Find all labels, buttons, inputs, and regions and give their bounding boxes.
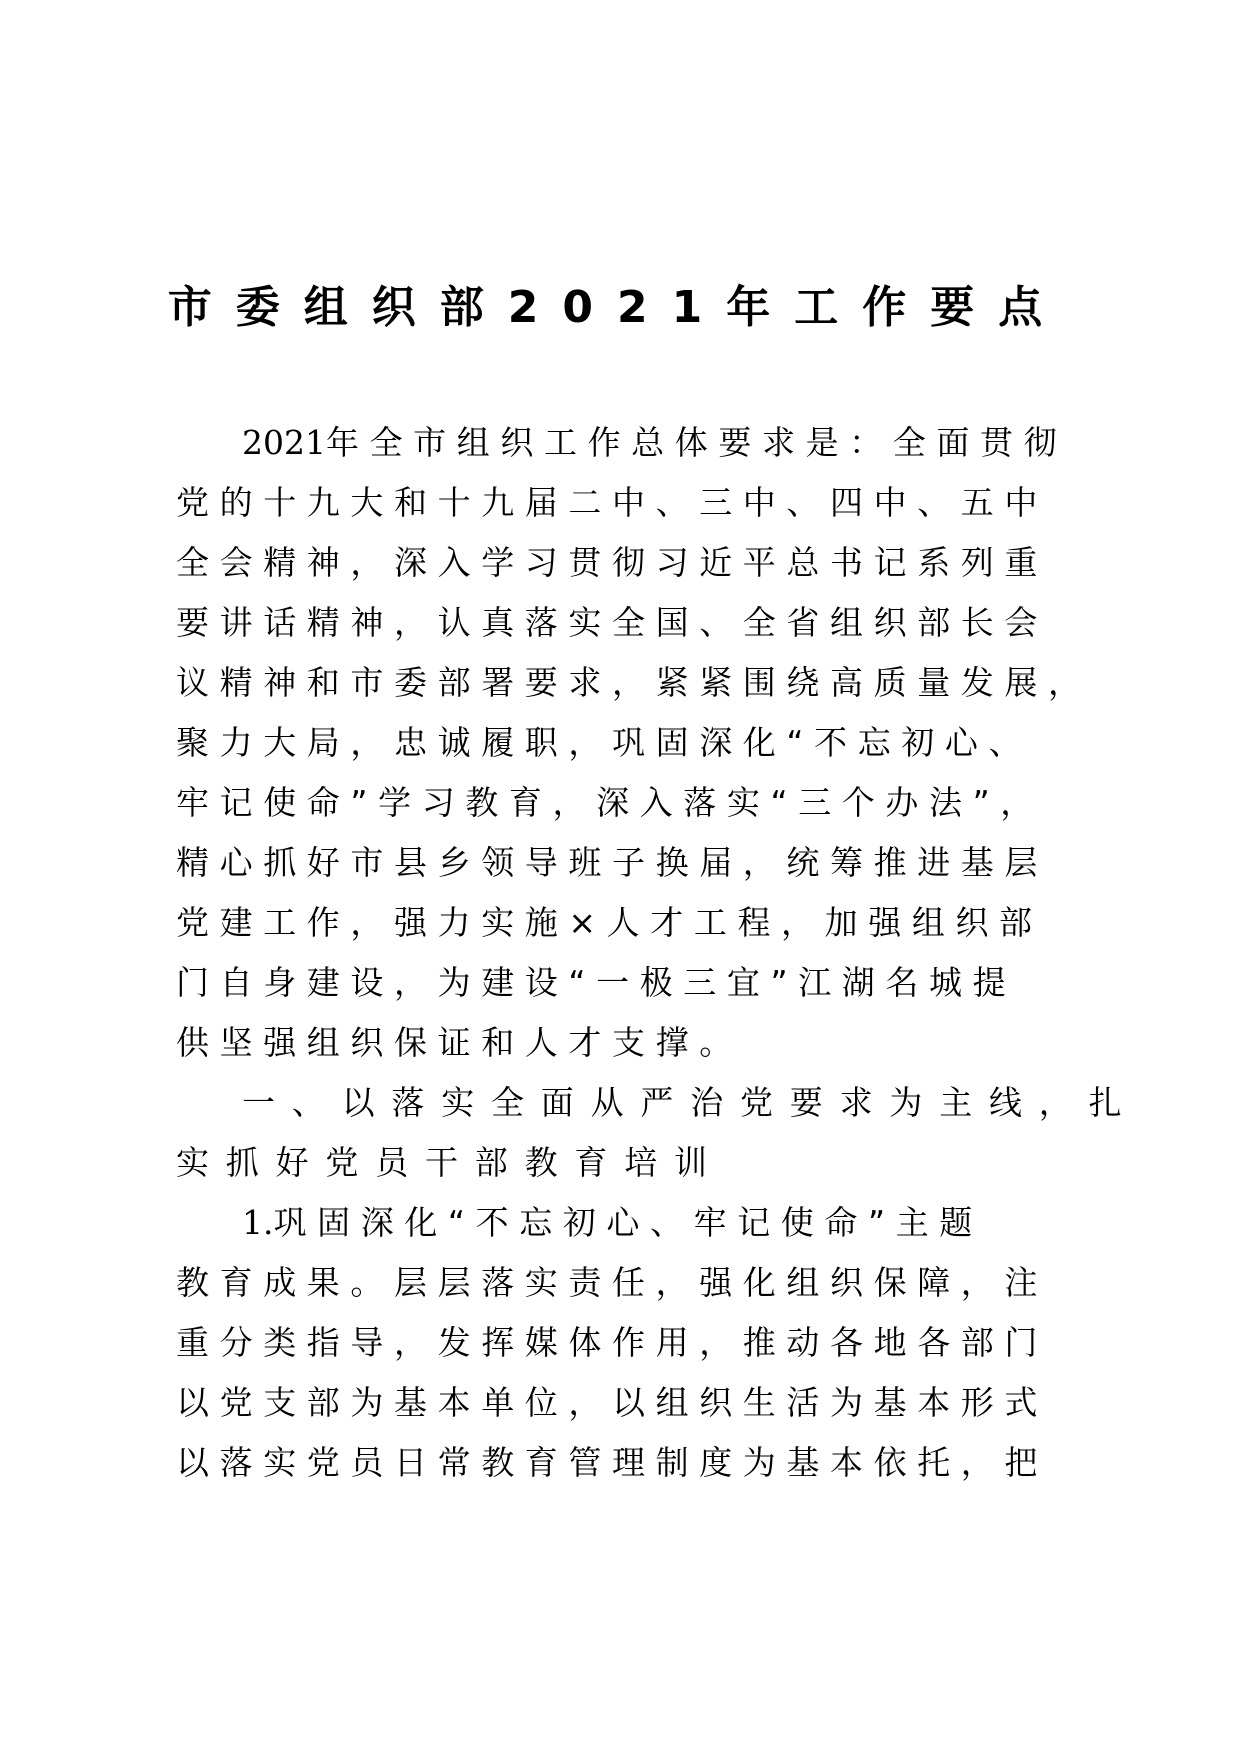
item-1-line-2: 教育成果。层层落实责任，强化组织保障，注 [176, 1263, 1048, 1302]
intro-line-8: 精心抓好市县乡领导班子换届，统筹推进基层 [176, 843, 1048, 882]
intro-line-1-text: 年全市组织工作总体要求是：全面贯彻 [325, 423, 1068, 462]
intro-line-1 [242, 413, 1067, 473]
document-title: 市委组织部2021年工作要点 [167, 282, 1067, 333]
intro-line-6: 聚力大局，忠诚履职，巩固深化“不忘初心、 [176, 723, 1033, 762]
intro-line-5: 议精神和市委部署要求，紧紧围绕高质量发展， [176, 663, 1092, 702]
intro-year: 2021 [242, 423, 326, 462]
intro-line-2: 党的十九大和十九届二中、三中、四中、五中 [176, 483, 1048, 522]
intro-line-9: 党建工作，强力实施×人才工程，加强组织部 [176, 903, 1043, 942]
section-1-heading-line-2: 实抓好党员干部教育培训 [176, 1143, 724, 1182]
item-1-line-4: 以党支部为基本单位，以组织生活为基本形式 [176, 1383, 1048, 1422]
intro-line-3: 全会精神，深入学习贯彻习近平总书记系列重 [176, 543, 1048, 582]
intro-line-7: 牢记使命”学习教育，深入落实“三个办法”， [176, 783, 1044, 822]
item-1-number: 1. [242, 1203, 274, 1242]
intro-line-4: 要讲话精神，认真落实全国、全省组织部长会 [176, 603, 1048, 642]
item-1-line-1 [242, 1193, 983, 1253]
intro-line-10: 门自身建设，为建设“一极三宜”江湖名城提 [176, 963, 1017, 1002]
intro-line-11: 供坚强组织保证和人才支撑。 [176, 1023, 743, 1062]
item-1-line-1-text: 巩固深化“不忘初心、牢记使命”主题 [273, 1203, 983, 1242]
item-1-line-3: 重分类指导，发挥媒体作用，推动各地各部门 [176, 1323, 1048, 1362]
section-1-heading-line-1: 一、以落实全面从严治党要求为主线，扎 [242, 1083, 1139, 1122]
item-1-line-5: 以落实党员日常教育管理制度为基本依托，把 [176, 1443, 1048, 1482]
